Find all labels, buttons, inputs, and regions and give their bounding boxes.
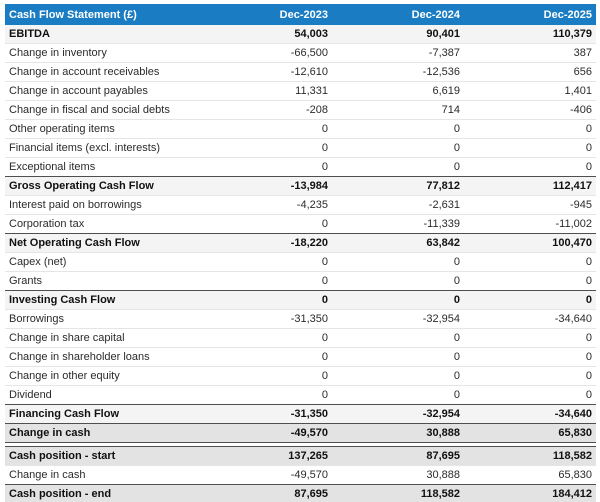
row-value: 0 xyxy=(453,142,460,154)
row-value: 77,812 xyxy=(426,180,460,192)
row-value: 65,830 xyxy=(558,427,592,439)
row-value: 0 xyxy=(453,351,460,363)
row-value: 0 xyxy=(321,389,328,401)
row-value: 0 xyxy=(321,161,328,173)
row-value: 118,582 xyxy=(552,450,592,462)
table-row xyxy=(5,423,596,443)
row-value: 0 xyxy=(585,142,592,154)
row-value: 184,412 xyxy=(552,488,592,500)
row-label: Investing Cash Flow xyxy=(9,294,116,306)
row-label: Change in account payables xyxy=(9,85,148,97)
row-label: Cash position - end xyxy=(9,488,112,500)
row-value: -34,640 xyxy=(554,313,592,325)
table-row xyxy=(5,367,596,386)
row-value: 63,842 xyxy=(426,237,460,249)
row-value: 0 xyxy=(585,123,592,135)
row-label: Capex (net) xyxy=(9,256,67,268)
row-value: 0 xyxy=(585,275,592,287)
table-row xyxy=(5,466,596,485)
row-value: 11,331 xyxy=(295,85,328,97)
table-row xyxy=(5,310,596,329)
row-value: 0 xyxy=(585,351,592,363)
row-label: Change in share capital xyxy=(9,332,125,344)
row-label: Change in inventory xyxy=(9,47,107,59)
column-header-dec-2025: Dec-2025 xyxy=(543,8,592,21)
row-value: 0 xyxy=(321,294,328,306)
table-row xyxy=(5,272,596,291)
row-value: -406 xyxy=(569,104,592,116)
table-row xyxy=(5,63,596,82)
row-value: 0 xyxy=(585,161,592,173)
table-row xyxy=(5,348,596,367)
table-row xyxy=(5,158,596,177)
row-value: 110,379 xyxy=(552,28,592,40)
table-header-row xyxy=(5,4,596,25)
row-value: 0 xyxy=(321,123,328,135)
row-value: 0 xyxy=(453,370,460,382)
row-label: Exceptional items xyxy=(9,161,96,173)
row-value: -18,220 xyxy=(290,237,328,249)
row-value: -4,235 xyxy=(296,199,328,211)
row-value: -11,002 xyxy=(555,218,592,230)
row-value: 0 xyxy=(321,351,328,363)
row-label: Dividend xyxy=(9,389,52,401)
table-row xyxy=(5,215,596,234)
row-value: 0 xyxy=(585,256,592,268)
row-value: 100,470 xyxy=(552,237,592,249)
cash-flow-statement-table xyxy=(5,4,596,502)
row-value: -12,610 xyxy=(290,66,328,78)
row-value: -66,500 xyxy=(290,47,328,59)
table-row xyxy=(5,120,596,139)
row-label: Interest paid on borrowings xyxy=(9,199,142,211)
row-value: -11,339 xyxy=(423,218,460,230)
table-row xyxy=(5,176,596,196)
row-value: 137,265 xyxy=(288,450,328,462)
row-value: -31,350 xyxy=(290,408,328,420)
row-value: 714 xyxy=(441,104,460,116)
row-value: 65,830 xyxy=(558,469,592,481)
row-value: 0 xyxy=(453,161,460,173)
row-value: 87,695 xyxy=(426,450,460,462)
table-row xyxy=(5,25,596,44)
row-value: 0 xyxy=(321,142,328,154)
row-label: EBITDA xyxy=(9,28,50,40)
table-row xyxy=(5,290,596,310)
row-value: -49,570 xyxy=(290,469,328,481)
row-label: Financing Cash Flow xyxy=(9,408,120,420)
row-label: Change in cash xyxy=(9,469,86,481)
table-row xyxy=(5,386,596,405)
row-value: 30,888 xyxy=(426,427,460,439)
table-title: Cash Flow Statement (£) xyxy=(9,8,137,21)
column-header-dec-2024: Dec-2024 xyxy=(411,8,460,21)
row-value: 0 xyxy=(321,275,328,287)
row-label: Grants xyxy=(9,275,43,287)
table-row xyxy=(5,484,596,502)
row-label: Change in shareholder loans xyxy=(9,351,150,363)
row-value: 0 xyxy=(585,389,592,401)
row-value: 30,888 xyxy=(426,469,460,481)
row-value: -32,954 xyxy=(422,313,460,325)
row-value: 0 xyxy=(321,370,328,382)
row-value: 0 xyxy=(453,123,460,135)
row-value: -208 xyxy=(305,104,328,116)
row-value: 0 xyxy=(453,389,460,401)
row-value: -49,570 xyxy=(290,427,328,439)
table-body xyxy=(5,25,596,502)
row-value: -34,640 xyxy=(554,408,592,420)
row-value: 0 xyxy=(585,370,592,382)
row-value: 0 xyxy=(585,294,592,306)
table-row xyxy=(5,446,596,466)
row-value: 0 xyxy=(453,275,460,287)
row-value: -32,954 xyxy=(422,408,460,420)
row-label: Other operating items xyxy=(9,123,115,135)
row-label: Financial items (excl. interests) xyxy=(9,142,160,154)
row-value: -31,350 xyxy=(290,313,328,325)
row-label: Borrowings xyxy=(9,313,65,325)
row-label: Gross Operating Cash Flow xyxy=(9,180,154,192)
row-value: -2,631 xyxy=(428,199,460,211)
table-row xyxy=(5,44,596,63)
row-label: Change in other equity xyxy=(9,370,120,382)
row-label: Change in fiscal and social debts xyxy=(9,104,170,116)
row-value: 0 xyxy=(321,332,328,344)
table-row xyxy=(5,253,596,272)
row-value: -7,387 xyxy=(428,47,460,59)
table-row xyxy=(5,101,596,120)
row-value: 0 xyxy=(453,256,460,268)
row-value: 118,582 xyxy=(420,488,460,500)
row-value: -12,536 xyxy=(422,66,460,78)
row-value: -13,984 xyxy=(290,180,328,192)
row-value: 87,695 xyxy=(294,488,328,500)
table-row xyxy=(5,329,596,348)
row-label: Corporation tax xyxy=(9,218,85,230)
row-value: 656 xyxy=(573,66,592,78)
column-header-dec-2023: Dec-2023 xyxy=(279,8,328,21)
row-value: 0 xyxy=(453,294,460,306)
row-value: 90,401 xyxy=(426,28,460,40)
row-value: -945 xyxy=(569,199,592,211)
row-label: Net Operating Cash Flow xyxy=(9,237,140,249)
row-value: 112,417 xyxy=(552,180,592,192)
row-value: 387 xyxy=(573,47,592,59)
row-value: 6,619 xyxy=(432,85,460,97)
table-row xyxy=(5,196,596,215)
row-value: 0 xyxy=(585,332,592,344)
table-row xyxy=(5,139,596,158)
row-value: 1,401 xyxy=(564,85,592,97)
row-value: 0 xyxy=(321,256,328,268)
row-value: 0 xyxy=(321,218,328,230)
row-value: 0 xyxy=(453,332,460,344)
table-row xyxy=(5,233,596,253)
row-value: 54,003 xyxy=(294,28,328,40)
row-label: Cash position - start xyxy=(9,450,116,462)
row-label: Change in account receivables xyxy=(9,66,160,78)
table-row xyxy=(5,404,596,424)
table-row xyxy=(5,82,596,101)
row-label: Change in cash xyxy=(9,427,91,439)
